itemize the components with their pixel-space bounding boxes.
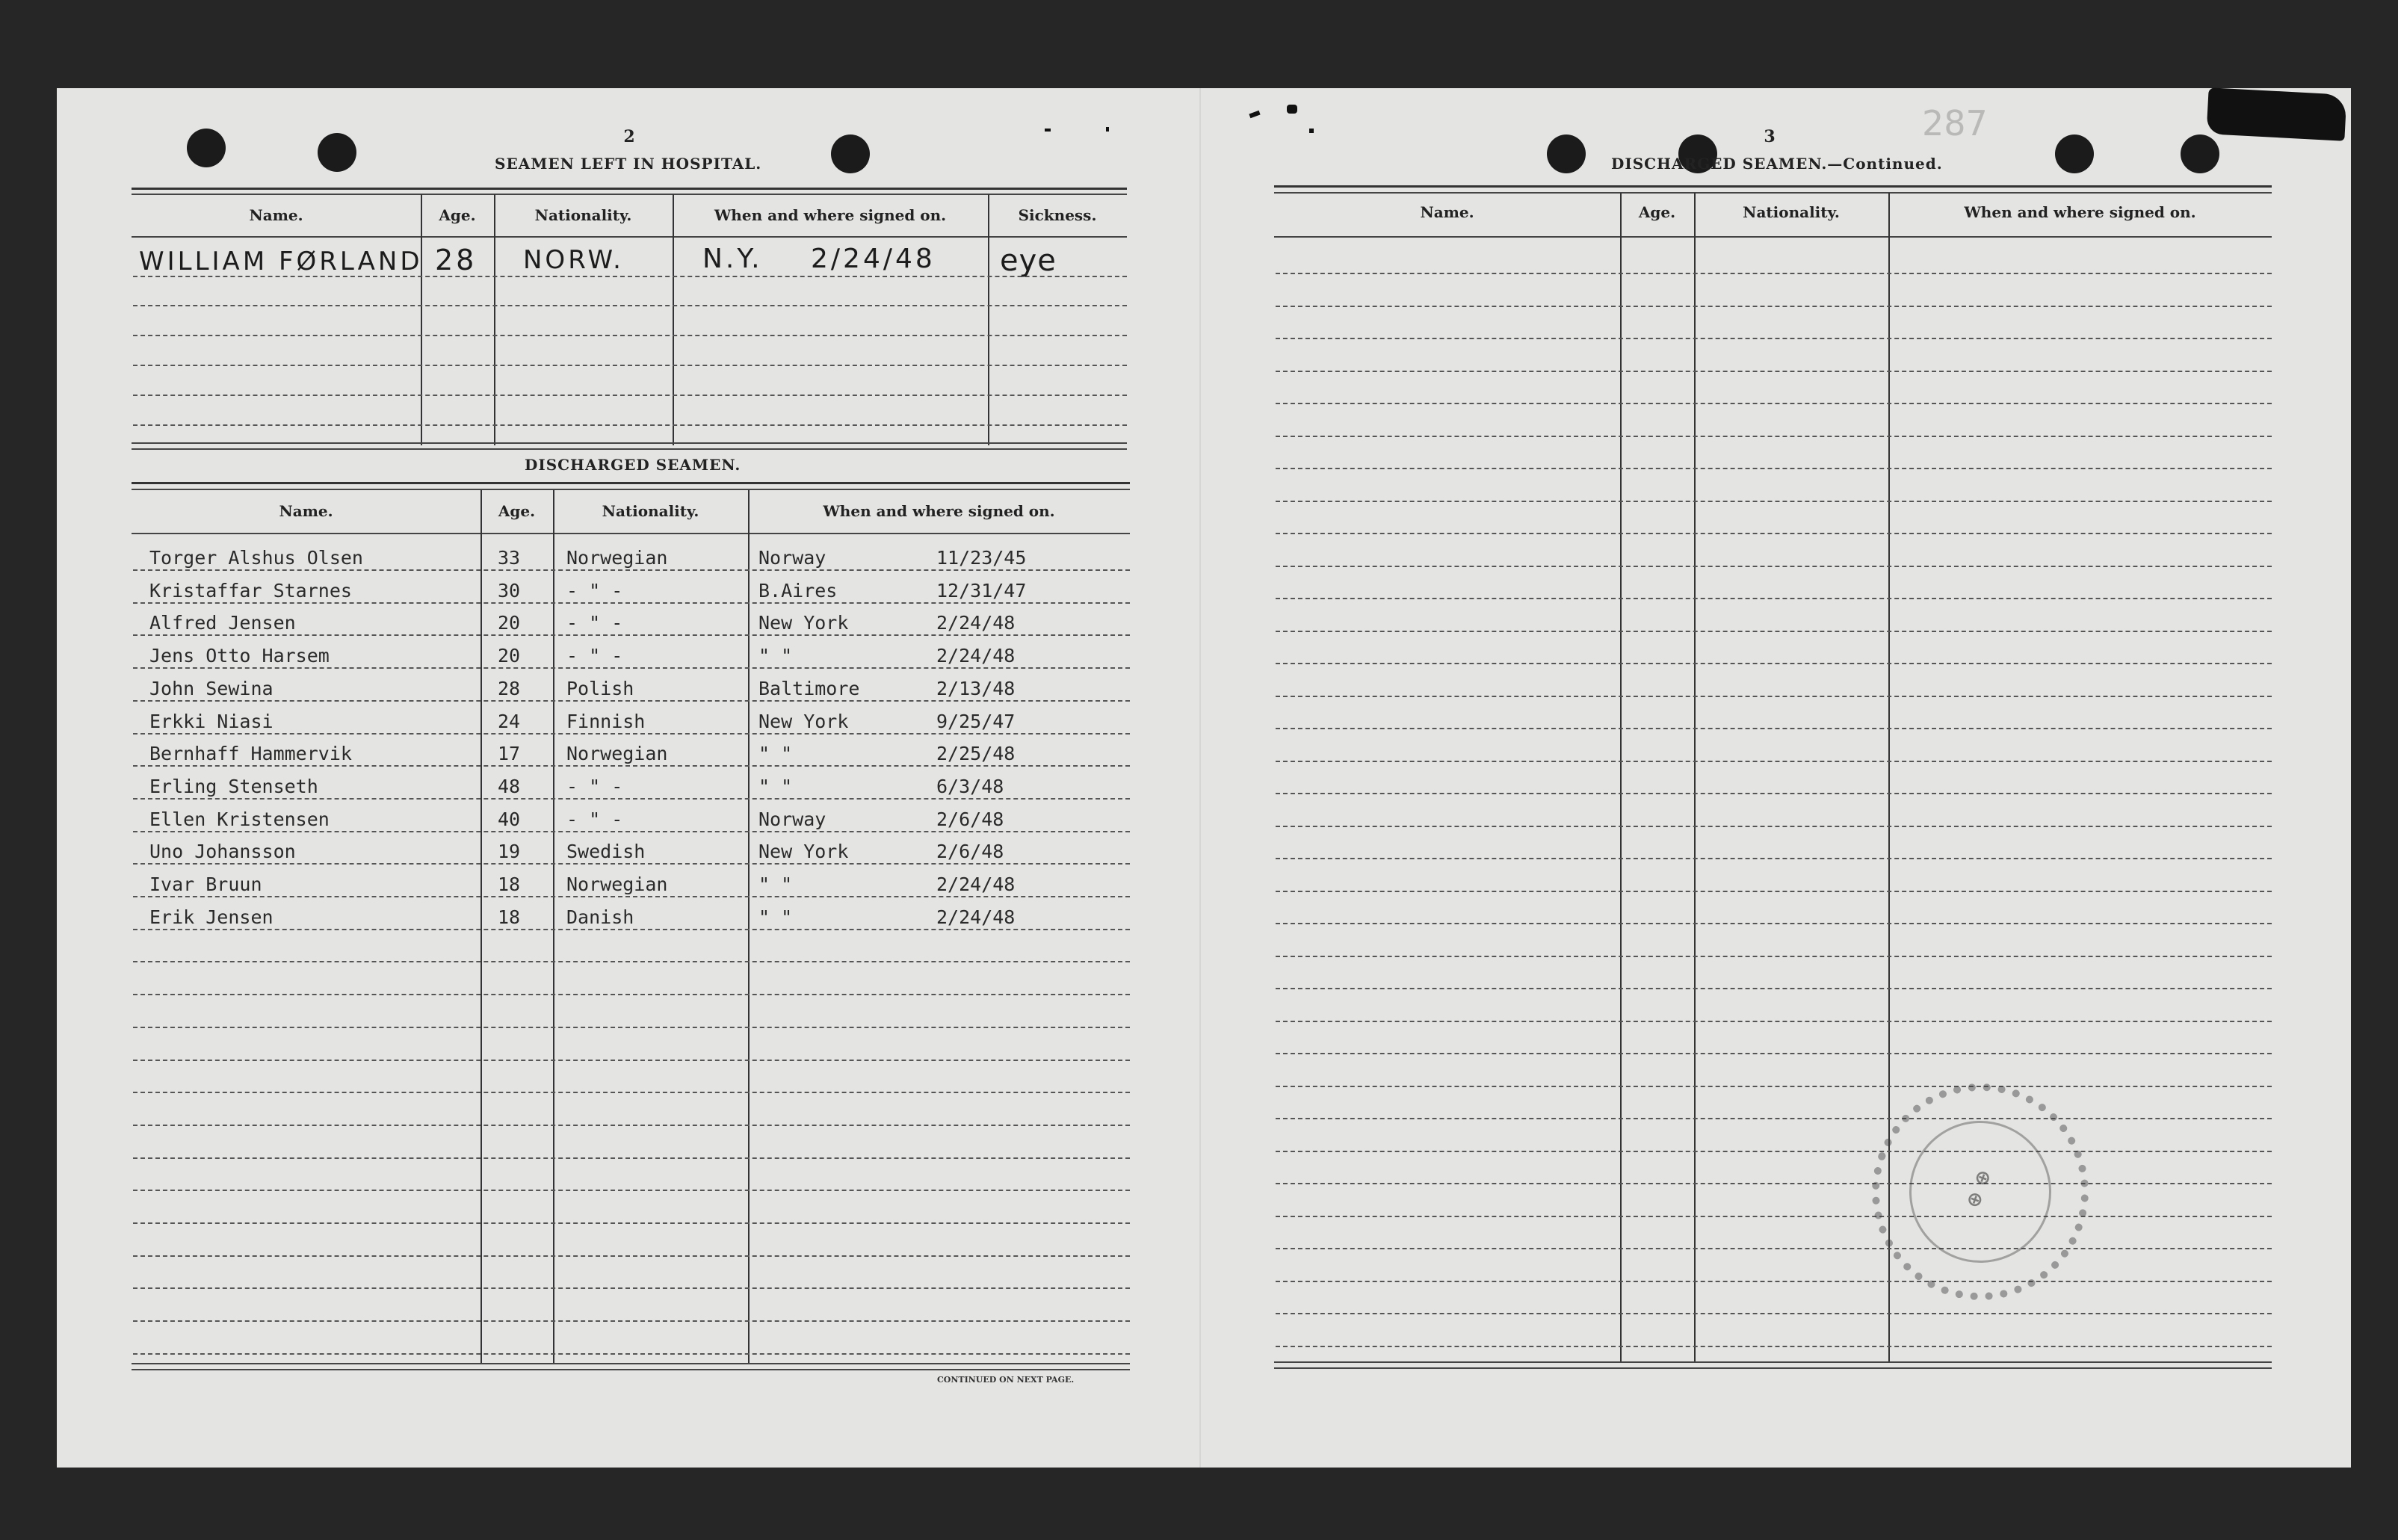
seaman-name: Ellen Kristensen — [149, 808, 330, 830]
row-line — [133, 765, 1130, 767]
row-line — [133, 1157, 1130, 1159]
row-line — [1276, 1053, 2272, 1054]
row-line — [133, 1027, 1130, 1028]
row-line — [133, 395, 1127, 396]
seaman-age: 20 — [498, 612, 521, 634]
row-line — [133, 863, 1130, 865]
punch-hole — [187, 129, 226, 167]
signed-on-date: 2/24/48 — [936, 645, 1016, 667]
signed-on-place: " " — [758, 743, 793, 764]
column-header-age: Age. — [498, 502, 536, 520]
column-divider — [494, 194, 495, 445]
page-number: 2 — [623, 127, 635, 146]
row-line — [133, 929, 1130, 930]
seaman-name: Ivar Bruun — [149, 873, 262, 895]
column-header-signed-on: When and where signed on. — [1964, 203, 2196, 221]
row-line — [133, 424, 1127, 426]
binding-tab — [2207, 87, 2347, 141]
ink-mark — [1106, 127, 1109, 132]
seaman-name: John Sewina — [149, 678, 274, 699]
row-line — [1276, 1313, 2272, 1314]
seaman-nationality: Norwegian — [566, 743, 668, 764]
punch-hole — [318, 133, 356, 172]
signed-on-place: Norway — [758, 808, 826, 830]
row-line — [133, 700, 1130, 702]
table-rule — [1274, 236, 2272, 238]
signed-on-date: 2/6/48 — [936, 808, 1004, 830]
row-line — [133, 1255, 1130, 1257]
signed-on-date: 9/25/47 — [936, 711, 1016, 732]
table-rule — [1274, 185, 2272, 188]
table-rule — [132, 482, 1130, 484]
stamp-ring — [1889, 1101, 2071, 1283]
hospital-sickness: eye — [1000, 244, 1057, 278]
seaman-age: 18 — [498, 906, 521, 928]
row-line — [133, 335, 1127, 336]
hospital-nationality: NORW. — [523, 245, 624, 275]
column-divider — [1694, 193, 1696, 1363]
table-rule — [132, 236, 1127, 238]
column-header-name: Name. — [1420, 203, 1474, 221]
row-line — [133, 1287, 1130, 1289]
seaman-age: 17 — [498, 743, 521, 764]
signed-on-place: " " — [758, 906, 793, 928]
handwritten-folio: 287 — [1922, 103, 1988, 143]
row-line — [1276, 631, 2272, 632]
row-line — [133, 1190, 1130, 1191]
section-title: SEAMEN LEFT IN HOSPITAL. — [495, 155, 762, 173]
row-line — [1276, 696, 2272, 697]
row-line — [1276, 533, 2272, 534]
stamp-text: ⊕ ⊕ — [1962, 1166, 1997, 1212]
signed-on-date: 11/23/45 — [936, 547, 1027, 569]
column-divider — [421, 194, 422, 445]
row-line — [1276, 1021, 2272, 1022]
row-line — [1276, 501, 2272, 502]
table-rule — [132, 533, 1130, 534]
row-line — [133, 667, 1130, 669]
table-rule — [132, 194, 1127, 195]
signed-on-place: Baltimore — [758, 678, 860, 699]
row-line — [133, 1125, 1130, 1126]
column-header-signed-on: When and where signed on. — [714, 206, 947, 224]
table-rule — [132, 489, 1130, 490]
row-line — [1276, 436, 2272, 437]
row-line — [1276, 858, 2272, 859]
seaman-age: 30 — [498, 580, 521, 602]
seaman-nationality: - " - — [566, 645, 623, 667]
row-line — [1276, 468, 2272, 469]
seaman-nationality: Finnish — [566, 711, 646, 732]
signed-on-place: " " — [758, 776, 793, 797]
seaman-nationality: - " - — [566, 808, 623, 830]
row-line — [1276, 1248, 2272, 1249]
seaman-age: 48 — [498, 776, 521, 797]
seaman-age: 33 — [498, 547, 521, 569]
row-line — [133, 1092, 1130, 1093]
column-header-age: Age. — [439, 206, 476, 224]
row-line — [133, 305, 1127, 306]
row-line — [1276, 1183, 2272, 1184]
signed-on-date: 2/6/48 — [936, 841, 1004, 862]
seaman-name: Erik Jensen — [149, 906, 274, 928]
row-line — [1276, 371, 2272, 372]
row-line — [1276, 566, 2272, 567]
seaman-name: Erling Stenseth — [149, 776, 318, 797]
punch-hole — [831, 134, 870, 173]
table-rule — [1274, 1367, 2272, 1369]
column-header-sickness: Sickness. — [1018, 206, 1097, 224]
column-header-name: Name. — [249, 206, 303, 224]
seaman-age: 40 — [498, 808, 521, 830]
seaman-age: 19 — [498, 841, 521, 862]
row-line — [1276, 1281, 2272, 1282]
seaman-name: Jens Otto Harsem — [149, 645, 330, 667]
row-line — [133, 569, 1130, 571]
seaman-name: Kristaffar Starnes — [149, 580, 352, 602]
column-header-name: Name. — [279, 502, 333, 520]
seaman-name: Bernhaff Hammervik — [149, 743, 352, 764]
seaman-nationality: - " - — [566, 580, 623, 602]
row-line — [1276, 923, 2272, 924]
continued-note: CONTINUED ON NEXT PAGE. — [937, 1375, 1075, 1385]
punch-hole — [1547, 134, 1586, 173]
seaman-name: Alfred Jensen — [149, 612, 296, 634]
punch-hole — [2055, 134, 2094, 173]
column-divider — [988, 194, 989, 445]
column-header-age: Age. — [1638, 203, 1676, 221]
ink-mark — [1309, 129, 1314, 133]
row-line — [1276, 988, 2272, 989]
row-line — [133, 634, 1130, 636]
seaman-name: Uno Johansson — [149, 841, 296, 862]
row-line — [133, 896, 1130, 897]
row-line — [133, 1222, 1130, 1224]
row-line — [1276, 728, 2272, 729]
row-line — [133, 994, 1130, 995]
seaman-age: 18 — [498, 873, 521, 895]
row-line — [133, 1353, 1130, 1355]
hospital-name: WILLIAM FØRLAND — [139, 247, 423, 276]
row-line — [1276, 761, 2272, 762]
page-fold — [1199, 88, 1201, 1468]
signed-on-place: " " — [758, 873, 793, 895]
section-title: DISCHARGED SEAMEN. — [525, 456, 741, 474]
signed-on-date: 2/25/48 — [936, 743, 1016, 764]
signed-on-place: New York — [758, 711, 849, 732]
table-rule — [132, 1369, 1130, 1370]
table-rule — [132, 1363, 1130, 1364]
row-line — [1276, 663, 2272, 664]
row-line — [133, 733, 1130, 735]
seaman-nationality: Polish — [566, 678, 634, 699]
signed-on-place: B.Aires — [758, 580, 838, 602]
signed-on-place: New York — [758, 612, 849, 634]
ink-mark — [1287, 105, 1297, 114]
row-line — [133, 602, 1130, 604]
seaman-name: Torger Alshus Olsen — [149, 547, 363, 569]
row-line — [1276, 403, 2272, 404]
row-line — [1276, 598, 2272, 599]
column-divider — [553, 490, 554, 1364]
column-divider — [748, 490, 750, 1364]
signed-on-place: Norway — [758, 547, 826, 569]
signed-on-date: 2/24/48 — [936, 906, 1016, 928]
row-line — [133, 831, 1130, 832]
row-line — [1276, 1346, 2272, 1347]
row-line — [1276, 273, 2272, 274]
row-line — [1276, 1118, 2272, 1119]
seaman-nationality: Danish — [566, 906, 634, 928]
seaman-nationality: - " - — [566, 612, 623, 634]
row-line — [1276, 1086, 2272, 1087]
row-line — [1276, 826, 2272, 827]
row-line — [133, 1320, 1130, 1322]
row-line — [133, 961, 1130, 962]
column-divider — [480, 490, 482, 1364]
seaman-age: 24 — [498, 711, 521, 732]
signed-on-place: New York — [758, 841, 849, 862]
seaman-name: Erkki Niasi — [149, 711, 274, 732]
table-rule — [132, 442, 1127, 444]
seaman-nationality: - " - — [566, 776, 623, 797]
row-line — [1276, 891, 2272, 892]
seaman-age: 20 — [498, 645, 521, 667]
row-line — [1276, 956, 2272, 957]
row-line — [1276, 1216, 2272, 1217]
seaman-nationality: Norwegian — [566, 873, 668, 895]
row-line — [133, 798, 1130, 800]
column-header-nationality: Nationality. — [534, 206, 632, 224]
seaman-nationality: Norwegian — [566, 547, 668, 569]
column-divider — [1620, 193, 1622, 1363]
signed-on-date: 2/24/48 — [936, 873, 1016, 895]
ink-mark — [1045, 129, 1051, 132]
table-rule — [132, 448, 1127, 450]
row-line — [1276, 1151, 2272, 1152]
signed-on-date: 12/31/47 — [936, 580, 1027, 602]
row-line — [1276, 338, 2272, 339]
table-rule — [132, 188, 1127, 190]
column-header-nationality: Nationality. — [1743, 203, 1840, 221]
signed-on-date: 2/24/48 — [936, 612, 1016, 634]
column-header-nationality: Nationality. — [602, 502, 699, 520]
table-rule — [1274, 1361, 2272, 1363]
seaman-nationality: Swedish — [566, 841, 646, 862]
seaman-age: 28 — [498, 678, 521, 699]
row-line — [1276, 793, 2272, 794]
table-rule — [1274, 192, 2272, 194]
signed-on-date: 6/3/48 — [936, 776, 1004, 797]
hospital-date: 2/24/48 — [811, 244, 936, 274]
punch-hole — [2181, 134, 2219, 173]
column-divider — [673, 194, 674, 445]
section-title: DISCHARGED SEAMEN.—Continued. — [1611, 155, 1943, 173]
hospital-age: 28 — [435, 244, 478, 276]
column-header-signed-on: When and where signed on. — [823, 502, 1055, 520]
row-line — [1276, 306, 2272, 307]
page-number: 3 — [1764, 127, 1776, 146]
row-line — [133, 1060, 1130, 1061]
hospital-place: N.Y. — [702, 244, 763, 274]
signed-on-place: " " — [758, 645, 793, 667]
signed-on-date: 2/13/48 — [936, 678, 1016, 699]
row-line — [133, 365, 1127, 366]
